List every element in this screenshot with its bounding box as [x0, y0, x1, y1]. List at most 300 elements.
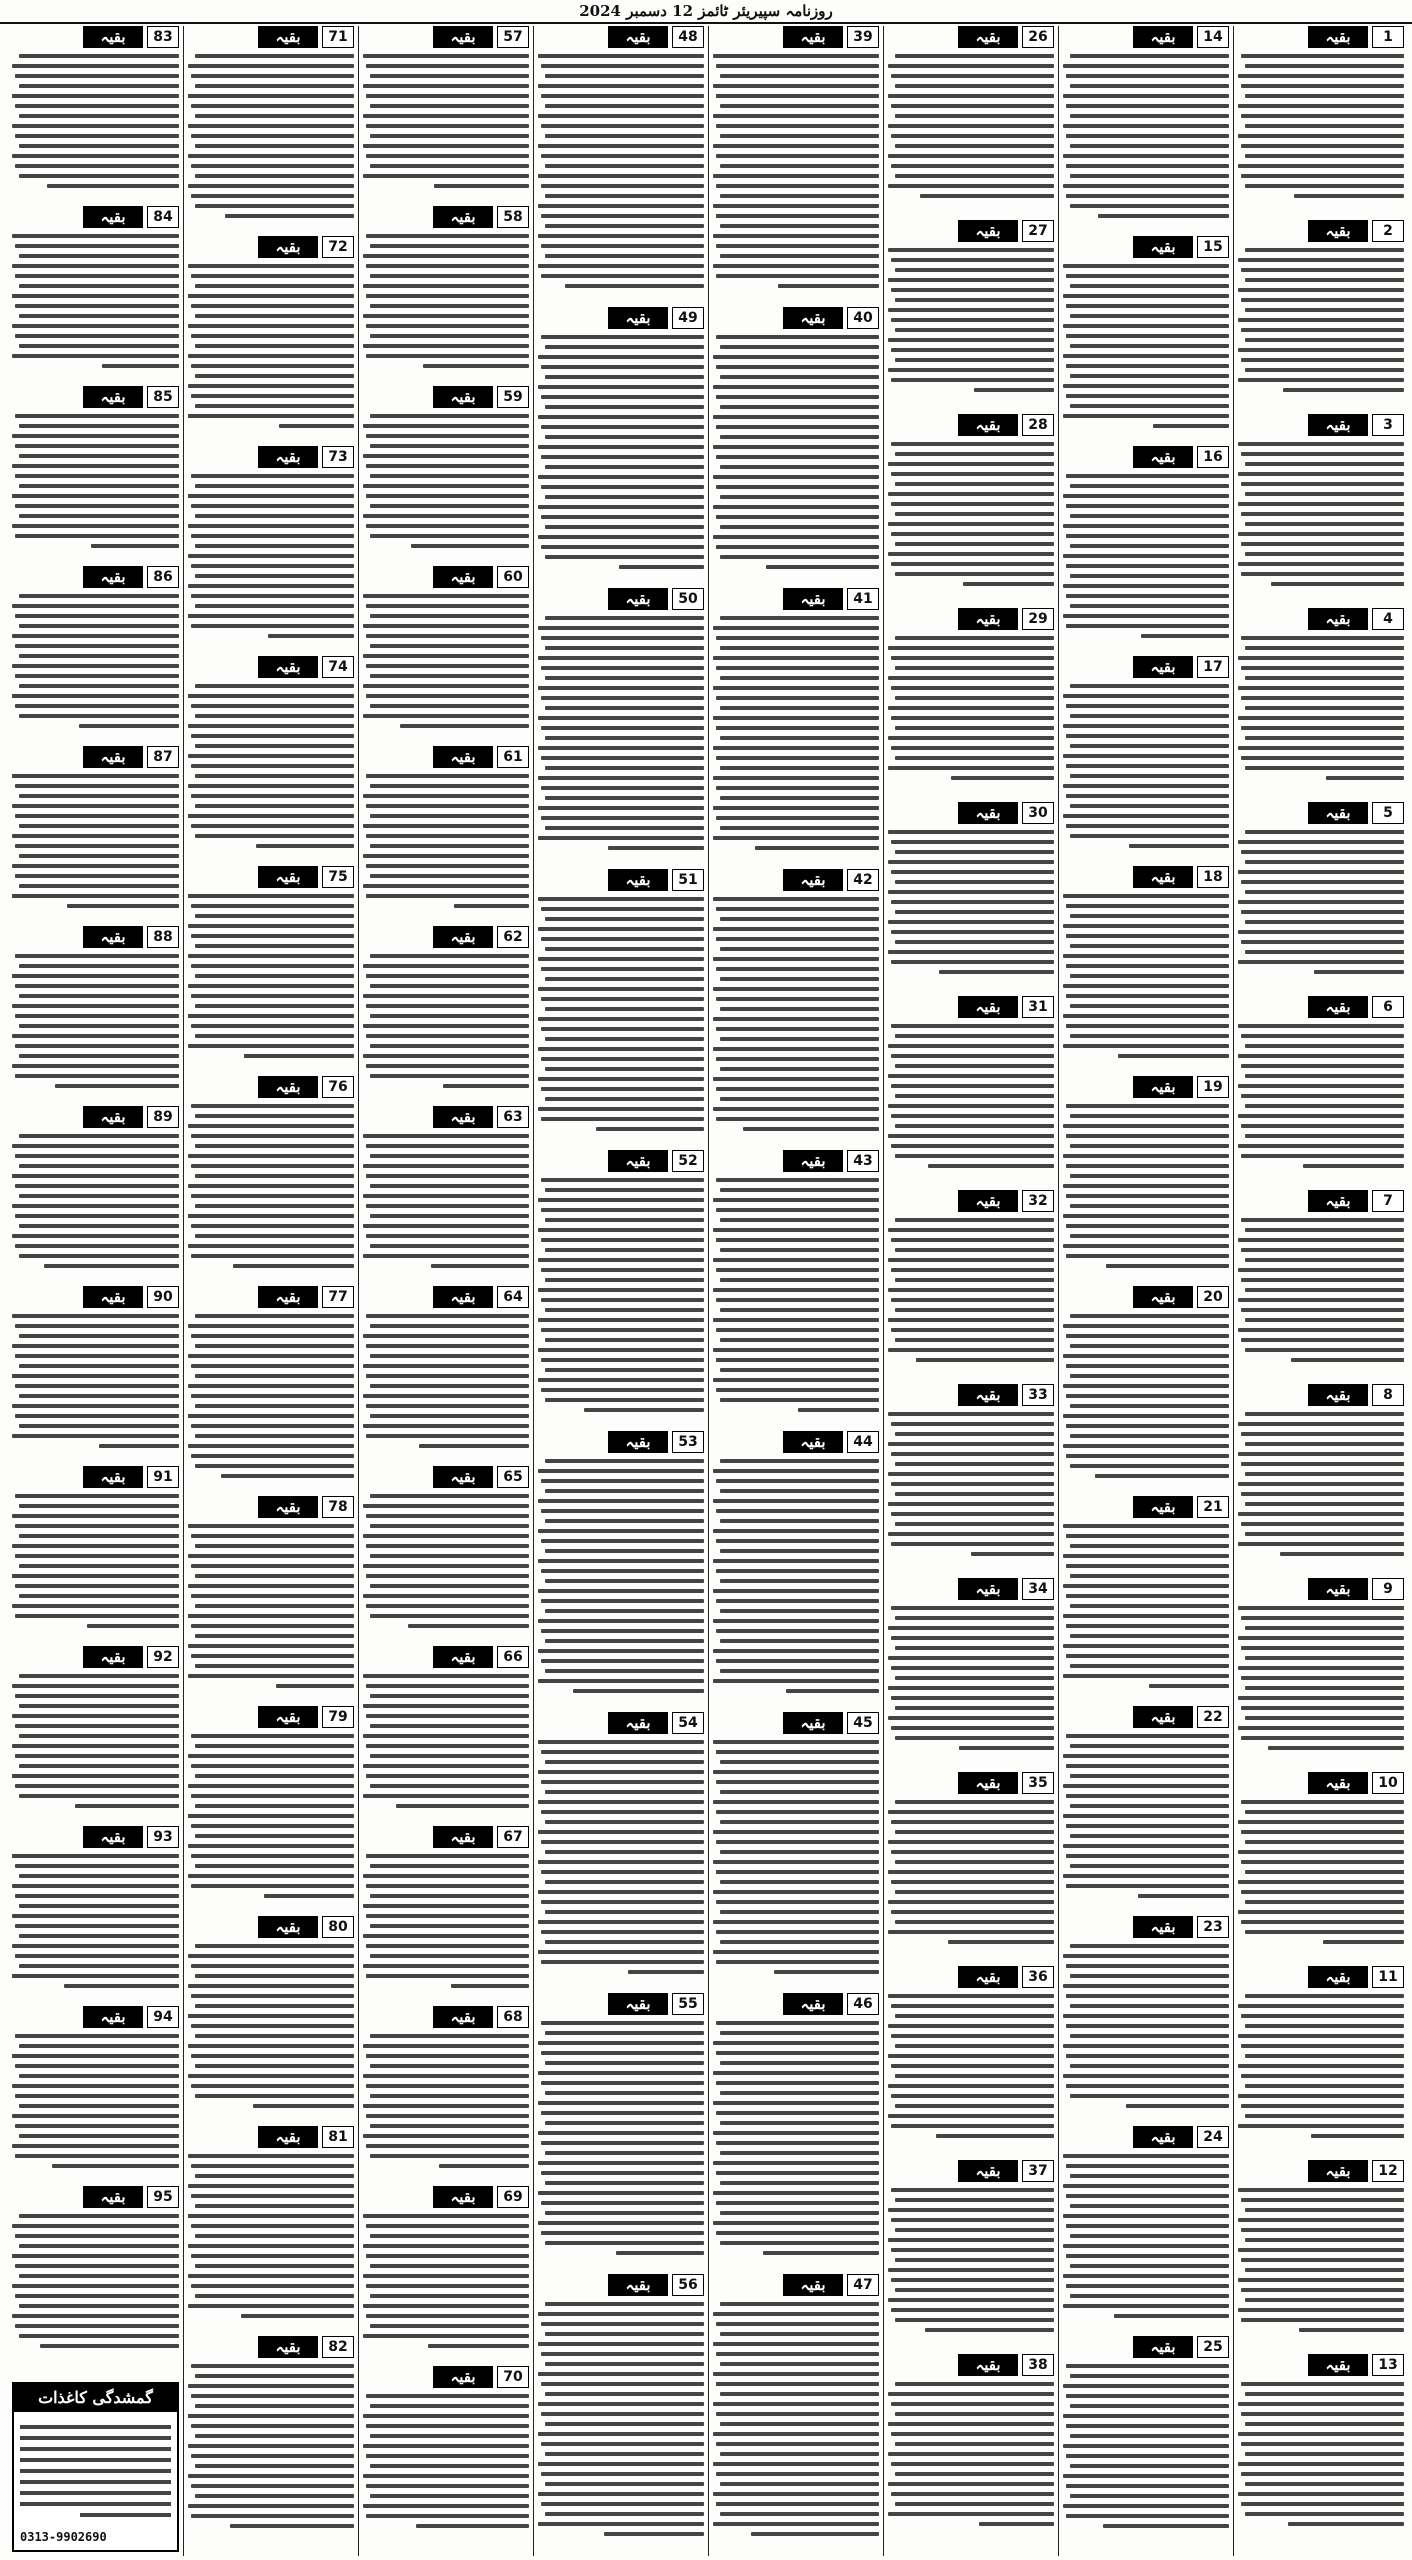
article-text: [1063, 54, 1229, 218]
continuation-label: بقیہ: [1133, 1706, 1193, 1728]
continuation-number: 7: [1372, 1190, 1404, 1212]
continuation-label: بقیہ: [958, 2160, 1018, 2182]
article-text: [538, 2021, 704, 2255]
continuation-number: 75: [322, 866, 354, 888]
article-text: [363, 2394, 529, 2528]
continuation-item: [12, 386, 179, 560]
article-text: [12, 1494, 179, 1628]
continuation-number: 47: [847, 2274, 879, 2296]
continuation-number: 33: [1022, 1384, 1054, 1406]
continuation-item: [1238, 802, 1404, 990]
continuation-item: [713, 1993, 879, 2268]
continuation-number: 10: [1372, 1772, 1404, 1794]
continuation-number: 63: [497, 1106, 529, 1128]
continuation-number: 54: [672, 1712, 704, 1734]
continuation-label: بقیہ: [783, 307, 843, 329]
continuation-label: بقیہ: [783, 1150, 843, 1172]
article-text: [1238, 1606, 1404, 1750]
continuation-label: بقیہ: [433, 26, 493, 48]
continuation-label: بقیہ: [83, 2006, 143, 2028]
article-text: [12, 54, 179, 188]
article-text: [188, 2364, 354, 2528]
continuation-label: بقیہ: [433, 2186, 493, 2208]
continuation-label: بقیہ: [958, 220, 1018, 242]
continuation-number: 70: [497, 2366, 529, 2388]
continuation-label: بقیہ: [958, 1190, 1018, 1212]
continuation-label: بقیہ: [608, 307, 668, 329]
article-text: [1063, 1524, 1229, 1688]
column-8: [8, 26, 183, 2556]
continuation-item: [538, 1431, 704, 1706]
continuation-number: 90: [147, 1286, 179, 1308]
continuation-item: [1238, 608, 1404, 796]
continuation-item: [188, 1286, 354, 1490]
continuation-number: 46: [847, 1993, 879, 2015]
article-text: [888, 1994, 1054, 2138]
article-text: [188, 2154, 354, 2318]
continuation-label: بقیہ: [258, 2336, 318, 2358]
continuation-number: 21: [1197, 1496, 1229, 1518]
continuation-item: [1238, 1190, 1404, 1378]
continuation-label: بقیہ: [1133, 2126, 1193, 2148]
article-text: [888, 1800, 1054, 1944]
continuation-label: بقیہ: [958, 802, 1018, 824]
continuation-label: بقیہ: [1308, 414, 1368, 436]
continuation-number: 76: [322, 1076, 354, 1098]
article-text: [1063, 684, 1229, 848]
article-text: [188, 1104, 354, 1268]
continuation-number: 20: [1197, 1286, 1229, 1308]
article-text: [538, 54, 704, 288]
article-text: [538, 1740, 704, 1974]
continuation-number: 78: [322, 1496, 354, 1518]
continuation-item: [188, 2336, 354, 2540]
article-text: [713, 1178, 879, 1412]
article-text: [713, 2302, 879, 2536]
article-text: [713, 897, 879, 1131]
article-text: [1238, 248, 1404, 392]
article-text: [363, 234, 529, 368]
article-text: [188, 54, 354, 218]
continuation-label: بقیہ: [958, 26, 1018, 48]
continuation-number: 31: [1022, 996, 1054, 1018]
continuation-label: بقیہ: [83, 926, 143, 948]
article-text: [1238, 636, 1404, 780]
continuation-item: [1063, 1076, 1229, 1280]
continuation-number: 44: [847, 1431, 879, 1453]
continuation-label: بقیہ: [83, 1286, 143, 1308]
newspaper-masthead: [0, 0, 1412, 24]
continuation-number: 18: [1197, 866, 1229, 888]
continuation-label: بقیہ: [1133, 1286, 1193, 1308]
continuation-number: 60: [497, 566, 529, 588]
article-text: [1238, 54, 1404, 198]
continuation-number: 74: [322, 656, 354, 678]
continuation-item: [188, 236, 354, 440]
continuation-item: [12, 2186, 179, 2360]
article-text: [12, 774, 179, 908]
continuation-item: [538, 307, 704, 582]
continuation-number: 13: [1372, 2354, 1404, 2376]
continuation-label: بقیہ: [83, 566, 143, 588]
continuation-label: بقیہ: [958, 1384, 1018, 1406]
continuation-number: 11: [1372, 1966, 1404, 1988]
continuation-label: بقیہ: [258, 1496, 318, 1518]
continuation-number: 83: [147, 26, 179, 48]
continuation-number: 25: [1197, 2336, 1229, 2358]
continuation-item: [12, 1286, 179, 1460]
article-text: [188, 1734, 354, 1898]
article-text: [1238, 830, 1404, 974]
continuation-number: 89: [147, 1106, 179, 1128]
article-text: [888, 1218, 1054, 1362]
continuation-number: 32: [1022, 1190, 1054, 1212]
continuation-item: [188, 1706, 354, 1910]
continuation-label: بقیہ: [258, 26, 318, 48]
column-7: [183, 26, 358, 2556]
continuation-number: 95: [147, 2186, 179, 2208]
continuation-label: بقیہ: [258, 656, 318, 678]
continuation-item: [188, 446, 354, 650]
continuation-item: [888, 1966, 1054, 2154]
article-text: [188, 1944, 354, 2108]
continuation-label: بقیہ: [608, 1431, 668, 1453]
continuation-number: 9: [1372, 1578, 1404, 1600]
continuation-number: 45: [847, 1712, 879, 1734]
continuation-number: 34: [1022, 1578, 1054, 1600]
continuation-label: بقیہ: [1133, 446, 1193, 468]
continuation-label: بقیہ: [1308, 1966, 1368, 1988]
continuation-item: [888, 996, 1054, 1184]
continuation-label: بقیہ: [958, 1966, 1018, 1988]
article-text: [888, 1412, 1054, 1556]
continuation-item: [888, 414, 1054, 602]
continuation-label: بقیہ: [258, 1286, 318, 1308]
continuation-label: بقیہ: [958, 608, 1018, 630]
continuation-item: [188, 2126, 354, 2330]
continuation-number: 37: [1022, 2160, 1054, 2182]
continuation-label: بقیہ: [83, 1826, 143, 1848]
article-text: [12, 414, 179, 548]
continuation-number: 69: [497, 2186, 529, 2208]
continuation-item: [363, 386, 529, 560]
article-text: [363, 594, 529, 728]
continuation-item: [1063, 1496, 1229, 1700]
continuation-item: [1063, 26, 1229, 230]
article-text: [713, 616, 879, 850]
article-text: [713, 1459, 879, 1693]
lost-documents-title: گمشدگی کاغذات: [14, 2384, 177, 2412]
article-text: [12, 1674, 179, 1808]
continuation-label: بقیہ: [783, 2274, 843, 2296]
continuation-number: 30: [1022, 802, 1054, 824]
continuation-number: 50: [672, 588, 704, 610]
article-text: [1238, 1024, 1404, 1168]
article-text: [713, 335, 879, 569]
article-text: [363, 1134, 529, 1268]
continuation-number: 27: [1022, 220, 1054, 242]
continuation-item: [1238, 1578, 1404, 1766]
continuation-number: 5: [1372, 802, 1404, 824]
column-5: [533, 26, 708, 2556]
article-text: [363, 2214, 529, 2348]
continuation-label: بقیہ: [1133, 236, 1193, 258]
continuation-number: 29: [1022, 608, 1054, 630]
continuation-item: [12, 1106, 179, 1280]
continuation-item: [363, 2186, 529, 2360]
continuation-item: [538, 1150, 704, 1425]
continuation-item: [363, 2366, 529, 2540]
article-text: [538, 897, 704, 1131]
continuation-label: بقیہ: [1308, 1772, 1368, 1794]
continuation-number: 61: [497, 746, 529, 768]
continuation-item: [363, 1106, 529, 1280]
article-text: [363, 1494, 529, 1628]
continuation-item: [12, 746, 179, 920]
continuation-label: بقیہ: [433, 2366, 493, 2388]
article-text: [188, 1524, 354, 1688]
continuation-item: [538, 1993, 704, 2268]
continuation-label: بقیہ: [783, 588, 843, 610]
article-text: [363, 774, 529, 908]
continuation-number: 80: [322, 1916, 354, 1938]
continuation-item: [1063, 1286, 1229, 1490]
continuation-label: بقیہ: [433, 1826, 493, 1848]
continuation-item: [1238, 2354, 1404, 2542]
article-text: [538, 1459, 704, 1693]
article-text: [12, 2034, 179, 2168]
continuation-item: [713, 869, 879, 1144]
continuation-item: [1238, 1384, 1404, 1572]
continuation-label: بقیہ: [1308, 2354, 1368, 2376]
continuation-item: [1238, 1772, 1404, 1960]
continuation-label: بقیہ: [1133, 1496, 1193, 1518]
continuation-label: بقیہ: [1308, 220, 1368, 242]
continuation-number: 28: [1022, 414, 1054, 436]
continuation-number: 85: [147, 386, 179, 408]
continuation-label: بقیہ: [258, 2126, 318, 2148]
continuation-item: [1238, 26, 1404, 214]
article-text: [1238, 2188, 1404, 2332]
article-text: [538, 2302, 704, 2536]
continuation-item: [188, 866, 354, 1070]
continuation-label: بقیہ: [608, 1150, 668, 1172]
continuation-number: 16: [1197, 446, 1229, 468]
continuation-number: 88: [147, 926, 179, 948]
article-text: [1063, 474, 1229, 638]
continuation-item: [363, 1646, 529, 1820]
continuation-number: 23: [1197, 1916, 1229, 1938]
article-text: [188, 684, 354, 848]
continuation-number: 59: [497, 386, 529, 408]
continuation-label: بقیہ: [83, 1106, 143, 1128]
continuation-item: [188, 1076, 354, 1280]
continuation-number: 39: [847, 26, 879, 48]
continuation-item: [12, 1646, 179, 1820]
continuation-number: 48: [672, 26, 704, 48]
column-3: [883, 26, 1058, 2556]
continuation-label: بقیہ: [608, 1993, 668, 2015]
article-text: [363, 54, 529, 188]
continuation-number: 3: [1372, 414, 1404, 436]
continuation-item: [12, 2006, 179, 2180]
continuation-label: بقیہ: [258, 1076, 318, 1098]
continuation-item: [713, 1150, 879, 1425]
continuation-label: بقیہ: [1308, 1578, 1368, 1600]
article-text: [888, 442, 1054, 586]
continuation-item: [1063, 656, 1229, 860]
continuation-number: 38: [1022, 2354, 1054, 2376]
continuation-number: 43: [847, 1150, 879, 1172]
continuation-item: [1238, 996, 1404, 1184]
article-text: [188, 1314, 354, 1478]
continuation-number: 8: [1372, 1384, 1404, 1406]
continuation-label: بقیہ: [1308, 1190, 1368, 1212]
article-text: [888, 2382, 1054, 2526]
continuation-item: [363, 926, 529, 1100]
continuation-label: بقیہ: [958, 1578, 1018, 1600]
continuation-label: بقیہ: [1133, 2336, 1193, 2358]
continuation-number: 17: [1197, 656, 1229, 678]
continuation-label: بقیہ: [433, 2006, 493, 2028]
continuation-item: [888, 1578, 1054, 1766]
continuation-number: 49: [672, 307, 704, 329]
article-text: [12, 1134, 179, 1268]
continuation-label: بقیہ: [433, 1286, 493, 1308]
continuation-number: 15: [1197, 236, 1229, 258]
article-text: [1063, 1314, 1229, 1478]
lost-documents-phone: 0313-9902690: [20, 2530, 107, 2544]
continuation-label: بقیہ: [958, 2354, 1018, 2376]
continuation-label: بقیہ: [83, 746, 143, 768]
article-text: [888, 54, 1054, 198]
continuation-item: [713, 2274, 879, 2549]
continuation-number: 1: [1372, 26, 1404, 48]
continuation-label: بقیہ: [783, 1431, 843, 1453]
continuation-item: [713, 26, 879, 301]
continuation-label: بقیہ: [83, 206, 143, 228]
continuation-item: [363, 2006, 529, 2180]
continuation-label: بقیہ: [433, 566, 493, 588]
continuation-item: [12, 1826, 179, 2000]
continuation-item: [538, 869, 704, 1144]
article-text: [1238, 1412, 1404, 1556]
continuation-item: [363, 1826, 529, 2000]
continuation-label: بقیہ: [783, 26, 843, 48]
columns-container: [4, 26, 1408, 2556]
continuation-item: [12, 566, 179, 740]
article-text: [363, 2034, 529, 2168]
continuation-item: [888, 2160, 1054, 2348]
article-text: [1063, 2154, 1229, 2318]
continuation-label: بقیہ: [258, 446, 318, 468]
continuation-label: بقیہ: [258, 866, 318, 888]
article-text: [538, 616, 704, 850]
continuation-number: 84: [147, 206, 179, 228]
continuation-item: [363, 746, 529, 920]
article-text: [1238, 442, 1404, 586]
continuation-item: [888, 608, 1054, 796]
continuation-label: بقیہ: [958, 414, 1018, 436]
continuation-number: 72: [322, 236, 354, 258]
continuation-label: بقیہ: [258, 236, 318, 258]
continuation-item: [12, 926, 179, 1100]
continuation-label: بقیہ: [433, 746, 493, 768]
continuation-item: [538, 588, 704, 863]
article-text: [1063, 2364, 1229, 2528]
continuation-item: [1238, 1966, 1404, 2154]
continuation-label: بقیہ: [83, 1646, 143, 1668]
continuation-number: 86: [147, 566, 179, 588]
article-text: [1238, 1218, 1404, 1362]
continuation-label: بقیہ: [1133, 26, 1193, 48]
continuation-number: 58: [497, 206, 529, 228]
continuation-label: بقیہ: [958, 1772, 1018, 1794]
continuation-label: بقیہ: [83, 26, 143, 48]
continuation-number: 53: [672, 1431, 704, 1453]
continuation-item: [713, 1712, 879, 1987]
continuation-label: بقیہ: [783, 1993, 843, 2015]
continuation-item: [188, 1496, 354, 1700]
column-6: [358, 26, 533, 2556]
continuation-item: [888, 26, 1054, 214]
continuation-number: 41: [847, 588, 879, 610]
article-text: [538, 335, 704, 569]
continuation-item: [538, 2274, 704, 2549]
article-text: [888, 1024, 1054, 1168]
continuation-number: 62: [497, 926, 529, 948]
continuation-label: بقیہ: [608, 26, 668, 48]
continuation-item: [1063, 2126, 1229, 2330]
continuation-item: [1063, 1706, 1229, 1910]
continuation-number: 91: [147, 1466, 179, 1488]
continuation-item: [538, 26, 704, 301]
continuation-label: بقیہ: [433, 1646, 493, 1668]
article-text: [363, 1854, 529, 1988]
continuation-label: بقیہ: [83, 2186, 143, 2208]
continuation-label: بقیہ: [958, 996, 1018, 1018]
continuation-item: [1063, 2336, 1229, 2540]
article-text: [888, 248, 1054, 392]
article-text: [363, 1314, 529, 1448]
continuation-item: [888, 1190, 1054, 1378]
continuation-number: 71: [322, 26, 354, 48]
continuation-number: 36: [1022, 1966, 1054, 1988]
continuation-number: 40: [847, 307, 879, 329]
continuation-item: [188, 1916, 354, 2120]
continuation-item: [363, 1286, 529, 1460]
continuation-item: [1063, 446, 1229, 650]
article-text: [1063, 894, 1229, 1058]
continuation-item: [1063, 1916, 1229, 2120]
continuation-item: [713, 307, 879, 582]
continuation-label: بقیہ: [83, 1466, 143, 1488]
continuation-number: 52: [672, 1150, 704, 1172]
article-text: [888, 830, 1054, 974]
continuation-item: [12, 206, 179, 380]
continuation-label: بقیہ: [1133, 866, 1193, 888]
continuation-item: [1063, 866, 1229, 1070]
continuation-label: بقیہ: [433, 926, 493, 948]
continuation-label: بقیہ: [433, 1466, 493, 1488]
continuation-item: [1063, 236, 1229, 440]
continuation-label: بقیہ: [1308, 996, 1368, 1018]
continuation-number: 66: [497, 1646, 529, 1668]
continuation-label: بقیہ: [433, 386, 493, 408]
article-text: [1238, 2382, 1404, 2526]
continuation-number: 92: [147, 1646, 179, 1668]
continuation-number: 35: [1022, 1772, 1054, 1794]
